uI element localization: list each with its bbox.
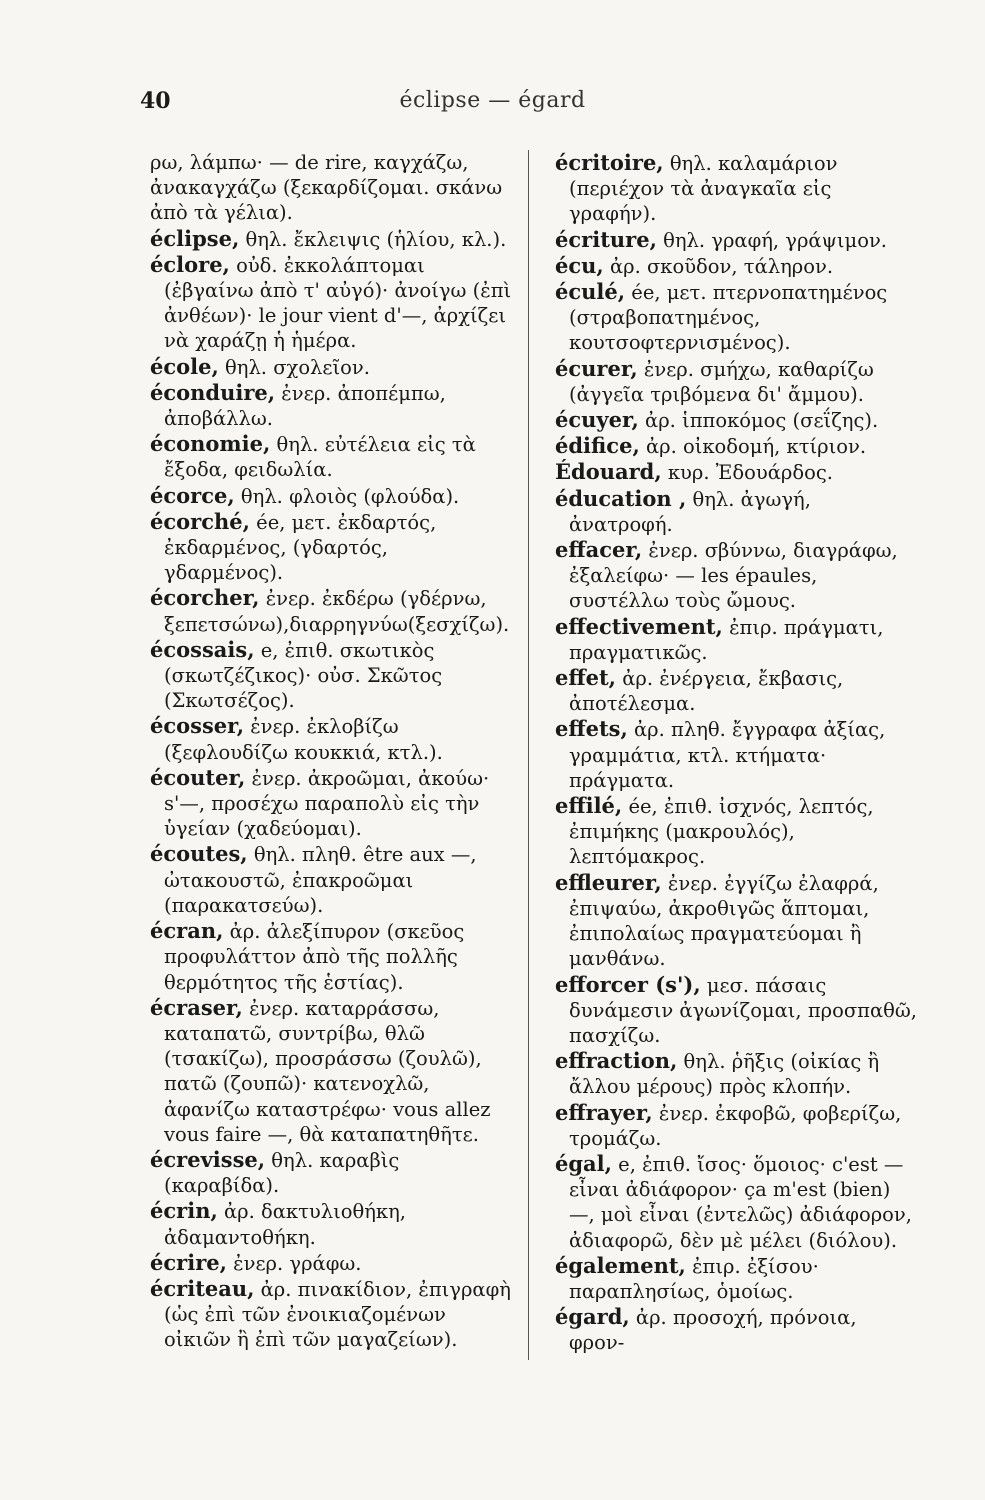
dictionary-entry <box>150 713 512 764</box>
entry-headword: éclore, <box>150 251 230 277</box>
entry-headword: écriteau, <box>150 1275 255 1301</box>
dictionary-entry <box>555 870 917 972</box>
dictionary-entry <box>150 1276 512 1353</box>
column-divider <box>528 150 529 1360</box>
entry-headword: économie, <box>150 431 271 457</box>
entry-headword: écosser, <box>150 713 245 739</box>
dictionary-entry <box>555 1304 917 1355</box>
entry-definition: ἀρ. δακτυλιοθήκη, ἀδαμαντοθήκη. <box>164 1200 406 1249</box>
entry-headword: effrayer, <box>555 1099 653 1125</box>
dictionary-entry <box>555 150 917 227</box>
dictionary-entry <box>555 1151 917 1253</box>
entry-definition: ἀρ. ἀλεξίπυρον (σκεῦος προφυλάττον ἀπὸ τῆς πολλῆς θερμότητος τῆς ἑστίας). <box>164 920 465 994</box>
dictionary-entry <box>150 509 512 586</box>
entry-headword: effets, <box>555 716 628 742</box>
entry-headword: écraser, <box>150 994 243 1020</box>
dictionary-entry <box>555 1253 917 1304</box>
dictionary-entry <box>555 433 917 459</box>
entry-definition: ἀρ. σκοῦδον, τάληρον. <box>609 254 834 278</box>
dictionary-entry <box>555 1100 917 1151</box>
dictionary-entry <box>150 841 512 918</box>
entry-definition: θηλ. ἀγωγή, ἀνατροφή. <box>569 487 811 536</box>
entry-headword: écorché, <box>150 508 250 534</box>
entry-headword: écritoire, <box>555 150 664 175</box>
entry-headword: édifice, <box>555 433 640 459</box>
entry-definition: θηλ. ἔκλειψις (ἡλίου, κλ.). <box>245 227 507 251</box>
dictionary-entry <box>150 1198 512 1249</box>
entry-headword: effraction, <box>555 1048 678 1074</box>
entry-definition: ἐνερ. ἐκδέρω (γδέρνω, ξεπετσώνω),διαρρηγνύω(ξεσχίζω). <box>164 587 510 636</box>
dictionary-entry <box>555 1048 917 1099</box>
entry-definition: ἀρ. πληθ. ἔγγραφα ἀξίας, γραμμάτια, κτλ. κτήματα· πράγματα. <box>569 718 886 792</box>
entry-definition: e, ἐπιθ. σκωτικὸς (σκωτζέζικος)· οὐσ. Σκῶτος (Σκωτσέζος). <box>164 638 443 713</box>
entry-headword: effilé, <box>555 793 623 819</box>
dictionary-entry <box>150 252 512 354</box>
entry-headword: égal, <box>555 1150 612 1176</box>
entry-definition: ἐνερ. ἐκφοβῶ, φοβερίζω, τρομάζω. <box>569 1101 902 1150</box>
entry-headword: écuyer, <box>555 407 639 433</box>
entry-definition: κυρ. Ἐδουάρδος. <box>667 461 833 485</box>
dictionary-entry <box>150 1250 512 1276</box>
entry-headword: Édouard, <box>555 459 662 485</box>
entry-headword: éconduire, <box>150 379 276 405</box>
entry-headword: écriture, <box>555 226 657 252</box>
dictionary-entry <box>555 459 917 485</box>
dictionary-entry <box>555 356 917 407</box>
entry-definition: ἐνερ. γράφω. <box>233 1251 362 1275</box>
entry-headword: écu, <box>555 252 604 278</box>
entry-definition: e, ἐπιθ. ἴσος· ὅμοιος· c'est — εἶναι ἀδιάφορον· ça m'est (bien) —, μοὶ εἶναι (ἐντελῶς) ἀδιάφορον, ἀδιαφορῶ, δὲν μὲ μέλει (διόλου). <box>569 1152 912 1252</box>
entry-headword: école, <box>150 353 219 379</box>
entry-definition: ἀρ. οἰκοδομή, κτίριον. <box>645 435 867 459</box>
dictionary-entry <box>150 380 512 431</box>
dictionary-entry <box>555 972 917 1049</box>
entry-headword: éducation , <box>555 485 687 511</box>
entry-definition: ée, μετ. ἐκδαρτός, ἐκδαρμένος, (γδαρτός, γδαρμένος). <box>164 510 437 585</box>
dictionary-entry <box>555 279 917 356</box>
entry-headword: écrin, <box>150 1198 218 1224</box>
entry-definition: θηλ. σχολεῖον. <box>225 355 370 379</box>
running-title: éclipse — égard <box>399 88 586 113</box>
entry-headword: éculé, <box>555 279 626 305</box>
entry-headword: effacer, <box>555 537 643 563</box>
dictionary-entry <box>555 537 917 614</box>
entry-definition: θηλ. εὐτέλεια εἰς τὰ ἔξοδα, φειδωλία. <box>164 433 476 482</box>
dictionary-entry <box>150 150 512 226</box>
entry-definition: ἐνερ. ἀποπέμπω, ἀποβάλλω. <box>164 381 446 431</box>
dictionary-entry <box>555 253 917 279</box>
entry-definition: ée, ἐπιθ. ἰσχνός, λεπτός, ἐπιμήκης (μακρουλός), λεπτόμακρος. <box>569 795 874 869</box>
right-column <box>555 150 917 1356</box>
entry-headword: également, <box>555 1252 686 1278</box>
entry-definition: θηλ. καλαμάριον (περιέχον τὰ ἀναγκαῖα εἰς γραφήν). <box>569 152 838 226</box>
entry-definition: θηλ. καραβὶς (καραβίδα). <box>164 1148 400 1198</box>
entry-definition: ἀρ. ἱπποκόμος (σεΐζης). <box>645 409 879 433</box>
entry-headword: écrevisse, <box>150 1146 266 1172</box>
dictionary-entry <box>150 483 512 509</box>
entry-definition: θηλ. φλοιὸς (φλούδα). <box>240 484 460 508</box>
dictionary-entry <box>555 486 917 537</box>
left-column <box>150 150 512 1353</box>
entry-headword: écossais, <box>150 636 255 662</box>
dictionary-entry <box>150 585 512 636</box>
entry-definition: θηλ. πληθ. être aux —, ὠτακουστῶ, ἐπακροῶμαι (παρακατσεύω). <box>164 843 477 917</box>
entry-headword: éclipse, <box>150 225 240 251</box>
dictionary-entry <box>150 995 512 1147</box>
entry-headword: effectivement, <box>555 613 723 639</box>
entry-definition: ἐνερ. ἐγγίζω ἐλαφρά, ἐπιψαύω, ἀκροθιγῶς ἅπτομαι, ἐπιπολαίως πραγματεύομαι ἢ μανθάνω. <box>569 871 879 971</box>
entry-definition: ἐπιρ. ἐξίσου· παραπλησίως, ὁμοίως. <box>569 1254 819 1303</box>
dictionary-entry <box>150 1147 512 1198</box>
entry-definition: ἐνερ. σβύννω, διαγράφω, ἐξαλείφω· — les épaules, συστέλλω τοὺς ὤμους. <box>569 539 898 613</box>
page-header <box>0 88 985 118</box>
dictionary-entry <box>150 431 512 482</box>
dictionary-entry <box>555 793 917 870</box>
entry-definition: ρω, λάμπω· — de rire, καγχάζω, ἀνακαγχάζω (ξεκαρδίζομαι. σκάνω ἀπὸ τὰ γέλια). <box>150 151 503 225</box>
entry-definition: ἐνερ. ἀκροῶμαι, ἀκούω· s'—, προσέχω παραπολὺ εἰς τὴν ὑγείαν (χαδεύομαι). <box>164 766 490 841</box>
entry-definition: θηλ. ῥῆξις (οἰκίας ἢ ἄλλου μέρους) πρὸς κλοπήν. <box>569 1050 880 1099</box>
dictionary-entry <box>150 765 512 842</box>
dictionary-entry <box>150 354 512 380</box>
dictionary-entry <box>555 227 917 253</box>
dictionary-entry <box>555 614 917 665</box>
entry-headword: effet, <box>555 665 616 691</box>
entry-definition: ée, μετ. πτερνοπατημένος (στραβοπατημένος, κουτσοφτερνισμένος). <box>569 281 888 355</box>
entry-definition: ἐνερ. σμήχω, καθαρίζω (ἀγγεῖα τριβόμενα δι' ἄμμου). <box>569 357 874 406</box>
entry-headword: écorcher, <box>150 585 260 611</box>
entry-definition: ἐνερ. ἐκλοβίζω (ξεφλουδίζω κουκκιά, κτλ.). <box>164 715 443 764</box>
dictionary-entry <box>150 637 512 714</box>
entry-headword: effleurer, <box>555 869 662 895</box>
entry-definition: μεσ. πάσαις δυνάμεσιν ἀγωνίζομαι, προσπαθῶ, πασχίζω. <box>569 973 917 1047</box>
dictionary-entry <box>555 716 917 793</box>
page-number: 40 <box>140 88 171 114</box>
entry-definition: ἀρ. προσοχή, πρόνοια, φρον- <box>569 1306 857 1355</box>
entry-definition: ἀρ. πινακίδιον, ἐπιγραφὴ (ὡς ἐπὶ τῶν ἐνοικιαζομένων οἰκιῶν ἢ ἐπὶ τῶν μαγαζείων). <box>164 1277 511 1352</box>
entry-headword: écouter, <box>150 764 246 790</box>
entry-headword: écorce, <box>150 482 235 508</box>
entry-headword: efforcer (s'), <box>555 971 701 997</box>
entry-definition: ἐπιρ. πράγματι, πραγματικῶς. <box>569 615 884 664</box>
entry-headword: égard, <box>555 1304 630 1330</box>
dictionary-entry <box>150 226 512 252</box>
entry-headword: écurer, <box>555 355 638 381</box>
dictionary-entry <box>555 665 917 716</box>
entry-definition: οὐδ. ἐκκολάπτομαι (ἐβγαίνω ἀπὸ τ' αὐγό)· ἀνοίγω (ἐπὶ ἀνθέων)· le jour vient d'—, ἀρχίζει νὰ χαράζῃ ἡ ἡμέρα. <box>164 253 512 353</box>
entry-headword: écoutes, <box>150 841 248 867</box>
entry-definition: ἀρ. ἐνέργεια, ἔκβασις, ἀποτέλεσμα. <box>569 667 844 716</box>
dictionary-entry <box>150 918 512 995</box>
entry-definition: ἐνερ. καταρράσσω, καταπατῶ, συντρίβω, θλῶ (τσακίζω), προσράσσω (ζουλῶ), πατῶ (ζουπῶ)· κατενοχλῶ, ἀφανίζω καταστρέφω· vous allez vous faire —, θὰ καταπατηθῆτε. <box>164 996 491 1146</box>
entry-headword: écran, <box>150 918 224 944</box>
entry-headword: écrire, <box>150 1249 227 1275</box>
entry-definition: θηλ. γραφή, γράψιμον. <box>663 228 887 252</box>
dictionary-entry <box>555 407 917 433</box>
